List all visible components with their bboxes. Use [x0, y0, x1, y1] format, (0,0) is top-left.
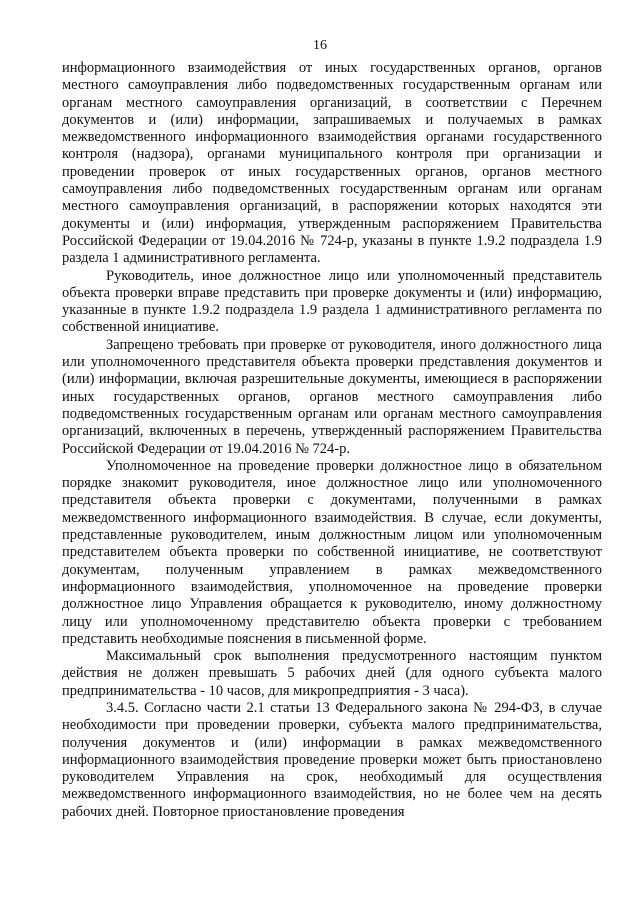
page-number: 16 [313, 38, 327, 53]
paragraph-representative-rights: Руководитель, иное должностное лицо или уполномоченный представитель объекта проверки вправе представить при проверке документы и (или) информацию, указанные в пункте 1.9.2 подраздела 1.9 раздела 1 административного регламента по собственной инициативе. [62, 267, 602, 336]
paragraph-prohibition: Запрещено требовать при проверке от руководителя, иного должностного лица или уполномоченного представителя объекта проверки представления документов и (или) информации, включая разрешительные документы, имеющиеся в распоряжении иных государственных органов, органов местного самоуправления либо подведомственных государственным органам или органам местного самоуправления организаций, включенных в перечень, утвержденный распоряжением Правительства Российской Федерации от 19.04.2016 № 724-р. [62, 336, 602, 457]
paragraph-section-3-4-5: 3.4.5. Согласно части 2.1 статьи 13 Федерального закона № 294-ФЗ, в случае необходимости при проведении проверки, субъекта малого предпринимательства, получения документов и (или) информации в рамках межведомственного информационного взаимодействия проведение проверки может быть приостановлено руководителем Управления на срок, необходимый для осуществления межведомственного информационного взаимодействия, но не более чем на десять рабочих дней. Повторное приостановление проведения [62, 699, 602, 820]
paragraph-max-term: Максимальный срок выполнения предусмотренного настоящим пунктом действия не должен превышать 5 рабочих дней (для одного субъекта малого предпринимательства - 10 часов, для микропредприятия - 3 часа). [62, 648, 602, 699]
paragraph-continuation: информационного взаимодействия от иных государственных органов, органов местного самоуправления либо подведомственных государственным органам или органам местного самоуправления организаций, в соответствии с Перечнем документов и (или) информации, запрашиваемых и получаемых в рамках межведомственного информационного взаимодействия органами государственного контроля (надзора), органами муниципального контроля при организации и проведении проверок от иных государственных органов, органов местного самоуправления либо подведомственных государственным органам или органам местного самоуправления организаций, в распоряжении которых находятся эти документы и (или) информация, утвержденным распоряжением Правительства Российской Федерации от 19.04.2016 № 724-р, указаны в пункте 1.9.2 подраздела 1.9 раздела 1 административного регламента. [62, 60, 602, 267]
paragraph-official-duties: Уполномоченное на проведение проверки должностное лицо в обязательном порядке знакомит руководителя, иное должностное лицо или уполномоченного представителя объекта проверки с документами, полученными в рамках межведомственного информационного взаимодействия. В случае, если документы, представленные руководителем, иным должностным лицом или уполномоченным представителем объекта проверки по собственной инициативе, не соответствуют документам, полученным управлением в рамках межведомственного информационного взаимодействия, уполномоченное на проведение проверки должностное лицо Управления обращается к руководителю, иному должностному лицу или уполномоченному представителю объекта проверки с требованием представить необходимые пояснения в письменной форме. [62, 457, 602, 647]
document-body [62, 60, 602, 821]
